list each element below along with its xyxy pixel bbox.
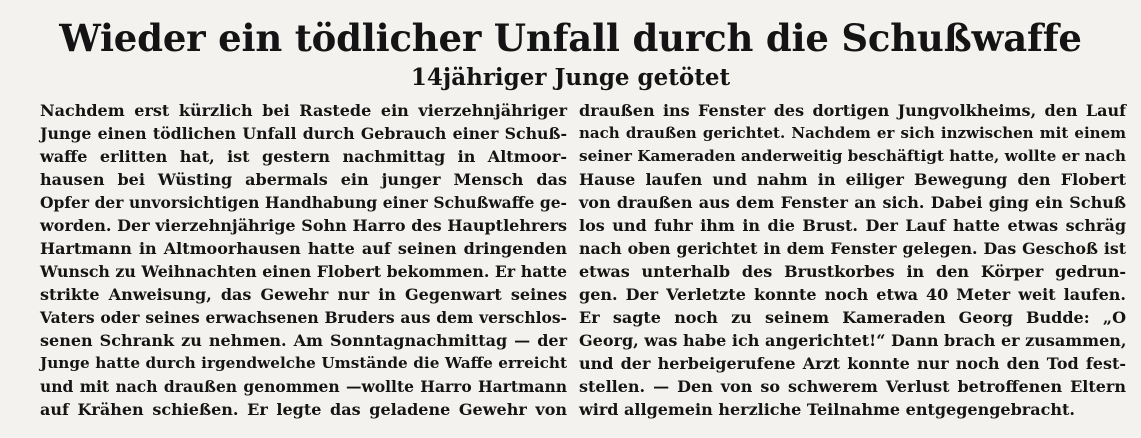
text-line: waffe erlitten hat, ist gestern nachmittag in Altmoor-	[40, 147, 567, 166]
article-column-right	[579, 99, 1126, 421]
text-line: draußen ins Fenster des dortigen Jungvolkheims, den Lauf	[579, 101, 1126, 120]
text-line: Junge einen tödlichen Unfall durch Gebrauch einer Schuß-	[40, 124, 567, 143]
text-line: nach draußen gerichtet. Nachdem er sich inzwischen mit einem	[579, 124, 1126, 142]
text-line: Wunsch zu Weihnachten einen Flobert bekommen. Er hatte	[40, 262, 567, 281]
article-headline: Wieder ein tödlicher Unfall durch die Schußwaffe	[59, 16, 1082, 60]
text-line: senen Schrank zu nehmen. Am Sonntagnachmittag — der	[40, 331, 567, 350]
text-line: worden. Der vierzehnjährige Sohn Harro des Hauptlehrers	[40, 216, 567, 235]
text-line: wird allgemein herzliche Teilnahme entgegengebracht.	[579, 400, 1075, 419]
text-line: strikte Anweisung, das Gewehr nur in Gegenwart seines	[40, 285, 567, 304]
article-column-left	[40, 99, 567, 421]
text-line: etwas unterhalb des Brustkorbes in den Körper gedrun-	[579, 262, 1126, 281]
text-line: Vaters oder seines erwachsenen Bruders aus dem verschlos-	[40, 308, 567, 327]
text-line: Hartmann in Altmoorhausen hatte auf seinen dringenden	[40, 239, 567, 258]
text-line: von draußen aus dem Fenster an sich. Dabei ging ein Schuß	[579, 193, 1126, 212]
text-line: Junge hatte durch irgendwelche Umstände die Waffe erreicht	[40, 354, 567, 372]
article-subheadline: 14jähriger Junge getötet	[410, 64, 731, 91]
text-line: Nachdem erst kürzlich bei Rastede ein vierzehnjähriger	[40, 101, 567, 120]
text-line: nach oben gerichtet in dem Fenster gelegen. Das Geschoß ist	[579, 239, 1126, 258]
text-line: seiner Kameraden anderweitig beschäftigt hatte, wollte er nach	[579, 147, 1126, 165]
text-line: gen. Der Verletzte konnte noch etwa 40 Meter weit laufen.	[579, 285, 1126, 304]
text-line: Er sagte noch zu seinem Kameraden Georg Budde: „O	[579, 308, 1126, 327]
text-line: und mit nach draußen genommen —wollte Harro Hartmann	[40, 377, 567, 396]
text-line: Georg, was habe ich angerichtet!“ Dann brach er zusammen,	[579, 331, 1127, 350]
text-line: los und fuhr ihm in die Brust. Der Lauf hatte etwas schräg	[579, 216, 1126, 235]
text-line: stellen. — Den von so schwerem Verlust betroffenen Eltern	[579, 377, 1126, 396]
text-line: auf Krähen schießen. Er legte das geladene Gewehr von	[40, 400, 567, 419]
text-line: Opfer der unvorsichtigen Handhabung einer Schußwaffe ge-	[40, 193, 567, 212]
text-line: Hause laufen und nahm in eiliger Bewegung den Flobert	[579, 170, 1126, 189]
text-line: und der herbeigerufene Arzt konnte nur noch den Tod fest-	[579, 354, 1126, 373]
text-line: hausen bei Wüsting abermals ein junger Mensch das	[40, 170, 567, 189]
